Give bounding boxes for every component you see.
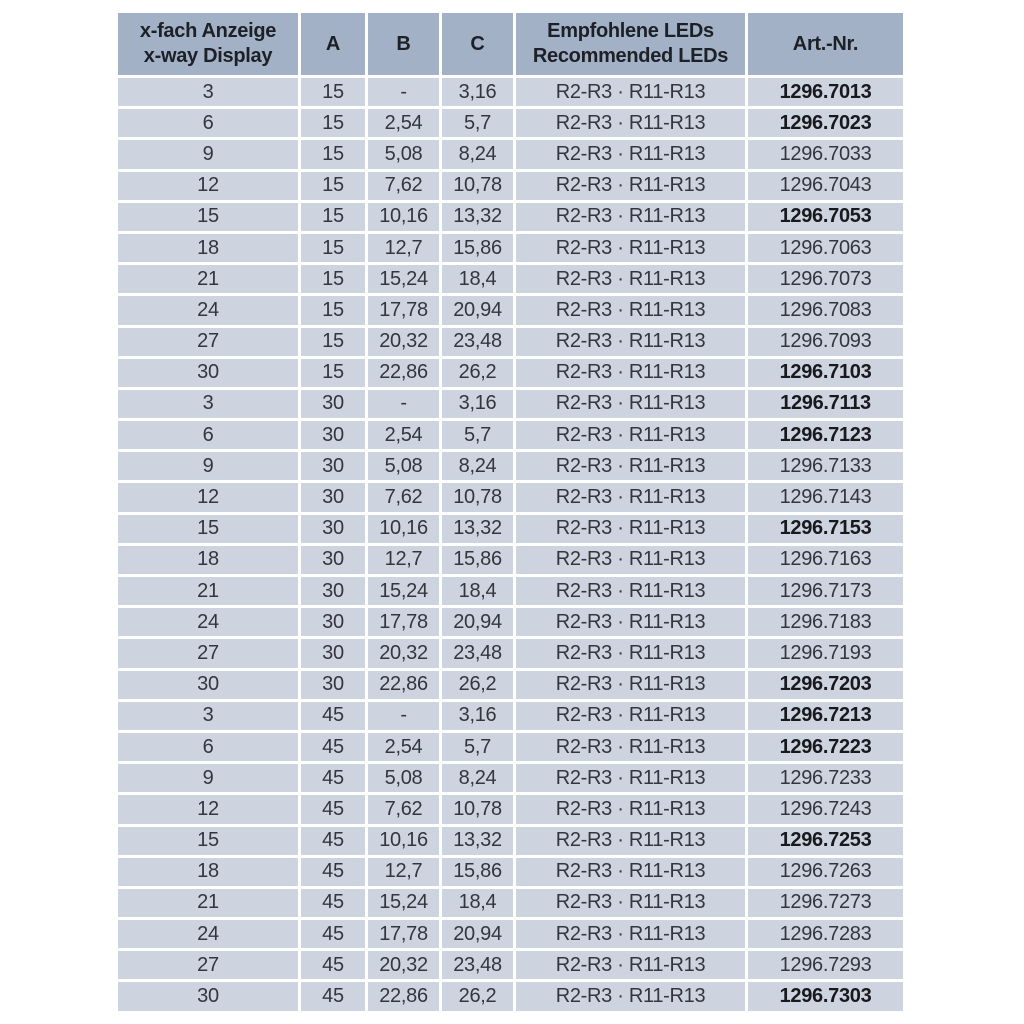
cell-b: 5,08 (368, 764, 439, 792)
cell-a: 30 (301, 577, 365, 605)
cell-art-nr: 1296.7113 (748, 390, 903, 418)
cell-recommended-leds: R2-R3 · R11-R13 (516, 390, 745, 418)
cell-x-way-display: 21 (118, 889, 298, 917)
cell-c: 8,24 (442, 764, 513, 792)
header-x-way-display-line1: x-fach Anzeige (139, 20, 277, 42)
cell-c: 10,78 (442, 795, 513, 823)
cell-art-nr: 1296.7213 (748, 702, 903, 730)
cell-recommended-leds: R2-R3 · R11-R13 (516, 421, 745, 449)
cell-art-nr: 1296.7283 (748, 920, 903, 948)
table-row (118, 296, 906, 324)
cell-b: 22,86 (368, 982, 439, 1010)
table-row (118, 764, 906, 792)
cell-art-nr: 1296.7243 (748, 795, 903, 823)
cell-a: 45 (301, 827, 365, 855)
cell-b: 17,78 (368, 296, 439, 324)
cell-c: 18,4 (442, 265, 513, 293)
table-row (118, 234, 906, 262)
table-row (118, 515, 906, 543)
cell-b: 10,16 (368, 827, 439, 855)
cell-a: 30 (301, 515, 365, 543)
cell-c: 20,94 (442, 296, 513, 324)
table-body (118, 78, 906, 1011)
cell-art-nr: 1296.7133 (748, 452, 903, 480)
cell-a: 30 (301, 452, 365, 480)
cell-recommended-leds: R2-R3 · R11-R13 (516, 234, 745, 262)
cell-b: 20,32 (368, 328, 439, 356)
table-row (118, 858, 906, 886)
cell-b: 5,08 (368, 452, 439, 480)
cell-b: - (368, 702, 439, 730)
table-row (118, 109, 906, 137)
cell-b: 20,32 (368, 951, 439, 979)
table-row (118, 889, 906, 917)
header-a: A (301, 13, 365, 75)
cell-b: 15,24 (368, 889, 439, 917)
header-x-way-display-line2: x-way Display (143, 45, 273, 67)
led-article-table (118, 13, 906, 1014)
cell-a: 45 (301, 764, 365, 792)
cell-x-way-display: 6 (118, 733, 298, 761)
cell-x-way-display: 30 (118, 982, 298, 1010)
cell-c: 3,16 (442, 390, 513, 418)
cell-a: 30 (301, 483, 365, 511)
cell-c: 5,7 (442, 733, 513, 761)
cell-a: 30 (301, 639, 365, 667)
cell-x-way-display: 18 (118, 858, 298, 886)
cell-a: 45 (301, 733, 365, 761)
cell-c: 8,24 (442, 452, 513, 480)
cell-b: 17,78 (368, 608, 439, 636)
table-row (118, 546, 906, 574)
cell-art-nr: 1296.7083 (748, 296, 903, 324)
cell-art-nr: 1296.7273 (748, 889, 903, 917)
cell-recommended-leds: R2-R3 · R11-R13 (516, 795, 745, 823)
cell-c: 10,78 (442, 483, 513, 511)
cell-c: 15,86 (442, 234, 513, 262)
table-header-row (118, 13, 906, 75)
cell-art-nr: 1296.7143 (748, 483, 903, 511)
cell-c: 20,94 (442, 608, 513, 636)
cell-recommended-leds: R2-R3 · R11-R13 (516, 827, 745, 855)
cell-c: 26,2 (442, 982, 513, 1010)
table-row (118, 390, 906, 418)
cell-a: 45 (301, 702, 365, 730)
cell-a: 15 (301, 296, 365, 324)
cell-a: 15 (301, 359, 365, 387)
table-row (118, 483, 906, 511)
cell-x-way-display: 24 (118, 920, 298, 948)
cell-x-way-display: 3 (118, 390, 298, 418)
cell-a: 15 (301, 203, 365, 231)
table-row (118, 982, 906, 1010)
cell-recommended-leds: R2-R3 · R11-R13 (516, 483, 745, 511)
table-row (118, 733, 906, 761)
table-row (118, 328, 906, 356)
table-row (118, 577, 906, 605)
table-row (118, 671, 906, 699)
cell-recommended-leds: R2-R3 · R11-R13 (516, 109, 745, 137)
cell-a: 15 (301, 140, 365, 168)
cell-art-nr: 1296.7013 (748, 78, 903, 106)
cell-c: 23,48 (442, 328, 513, 356)
cell-recommended-leds: R2-R3 · R11-R13 (516, 452, 745, 480)
cell-x-way-display: 6 (118, 421, 298, 449)
cell-b: 7,62 (368, 172, 439, 200)
table-row (118, 452, 906, 480)
cell-x-way-display: 6 (118, 109, 298, 137)
cell-art-nr: 1296.7183 (748, 608, 903, 636)
cell-recommended-leds: R2-R3 · R11-R13 (516, 328, 745, 356)
cell-c: 20,94 (442, 920, 513, 948)
cell-x-way-display: 9 (118, 140, 298, 168)
cell-recommended-leds: R2-R3 · R11-R13 (516, 203, 745, 231)
cell-art-nr: 1296.7093 (748, 328, 903, 356)
cell-x-way-display: 27 (118, 328, 298, 356)
cell-art-nr: 1296.7303 (748, 982, 903, 1010)
table-row (118, 172, 906, 200)
cell-recommended-leds: R2-R3 · R11-R13 (516, 359, 745, 387)
cell-x-way-display: 18 (118, 234, 298, 262)
cell-x-way-display: 15 (118, 827, 298, 855)
cell-art-nr: 1296.7253 (748, 827, 903, 855)
header-x-way-display (118, 13, 298, 75)
cell-art-nr: 1296.7043 (748, 172, 903, 200)
cell-art-nr: 1296.7053 (748, 203, 903, 231)
table-row (118, 78, 906, 106)
cell-c: 15,86 (442, 546, 513, 574)
cell-c: 15,86 (442, 858, 513, 886)
cell-a: 45 (301, 795, 365, 823)
cell-x-way-display: 3 (118, 702, 298, 730)
table-row (118, 140, 906, 168)
header-recommended-leds (516, 13, 745, 75)
cell-b: 15,24 (368, 577, 439, 605)
cell-x-way-display: 12 (118, 172, 298, 200)
cell-a: 30 (301, 421, 365, 449)
cell-recommended-leds: R2-R3 · R11-R13 (516, 296, 745, 324)
cell-x-way-display: 27 (118, 951, 298, 979)
table-row (118, 203, 906, 231)
cell-c: 13,32 (442, 515, 513, 543)
cell-art-nr: 1296.7033 (748, 140, 903, 168)
cell-x-way-display: 24 (118, 296, 298, 324)
cell-art-nr: 1296.7023 (748, 109, 903, 137)
cell-a: 15 (301, 234, 365, 262)
cell-art-nr: 1296.7263 (748, 858, 903, 886)
cell-b: - (368, 78, 439, 106)
cell-b: 2,54 (368, 733, 439, 761)
cell-a: 30 (301, 546, 365, 574)
cell-recommended-leds: R2-R3 · R11-R13 (516, 265, 745, 293)
cell-c: 23,48 (442, 951, 513, 979)
cell-c: 3,16 (442, 702, 513, 730)
cell-recommended-leds: R2-R3 · R11-R13 (516, 733, 745, 761)
cell-c: 18,4 (442, 577, 513, 605)
cell-recommended-leds: R2-R3 · R11-R13 (516, 889, 745, 917)
table-row (118, 827, 906, 855)
cell-recommended-leds: R2-R3 · R11-R13 (516, 140, 745, 168)
cell-recommended-leds: R2-R3 · R11-R13 (516, 920, 745, 948)
cell-b: 22,86 (368, 671, 439, 699)
cell-b: 12,7 (368, 858, 439, 886)
cell-a: 45 (301, 982, 365, 1010)
cell-x-way-display: 18 (118, 546, 298, 574)
header-c: C (442, 13, 513, 75)
cell-b: 12,7 (368, 234, 439, 262)
table-row (118, 639, 906, 667)
cell-x-way-display: 24 (118, 608, 298, 636)
table-row (118, 702, 906, 730)
cell-c: 13,32 (442, 827, 513, 855)
cell-a: 15 (301, 172, 365, 200)
cell-recommended-leds: R2-R3 · R11-R13 (516, 608, 745, 636)
cell-b: 2,54 (368, 421, 439, 449)
cell-a: 45 (301, 951, 365, 979)
cell-b: 10,16 (368, 203, 439, 231)
cell-art-nr: 1296.7233 (748, 764, 903, 792)
cell-x-way-display: 30 (118, 359, 298, 387)
table-row (118, 920, 906, 948)
cell-a: 30 (301, 608, 365, 636)
cell-b: 12,7 (368, 546, 439, 574)
cell-a: 30 (301, 671, 365, 699)
cell-x-way-display: 15 (118, 515, 298, 543)
table-row (118, 951, 906, 979)
cell-c: 23,48 (442, 639, 513, 667)
cell-art-nr: 1296.7223 (748, 733, 903, 761)
cell-b: 20,32 (368, 639, 439, 667)
cell-art-nr: 1296.7293 (748, 951, 903, 979)
header-recommended-leds-line2: Recommended LEDs (532, 45, 729, 67)
cell-b: - (368, 390, 439, 418)
cell-c: 5,7 (442, 421, 513, 449)
cell-c: 5,7 (442, 109, 513, 137)
cell-recommended-leds: R2-R3 · R11-R13 (516, 702, 745, 730)
header-b: B (368, 13, 439, 75)
cell-b: 22,86 (368, 359, 439, 387)
cell-c: 26,2 (442, 359, 513, 387)
cell-c: 13,32 (442, 203, 513, 231)
cell-recommended-leds: R2-R3 · R11-R13 (516, 577, 745, 605)
cell-b: 5,08 (368, 140, 439, 168)
table-row (118, 608, 906, 636)
cell-recommended-leds: R2-R3 · R11-R13 (516, 671, 745, 699)
cell-art-nr: 1296.7173 (748, 577, 903, 605)
cell-c: 10,78 (442, 172, 513, 200)
cell-b: 7,62 (368, 795, 439, 823)
cell-b: 7,62 (368, 483, 439, 511)
cell-recommended-leds: R2-R3 · R11-R13 (516, 172, 745, 200)
cell-recommended-leds: R2-R3 · R11-R13 (516, 546, 745, 574)
cell-a: 15 (301, 109, 365, 137)
cell-c: 26,2 (442, 671, 513, 699)
table-row (118, 421, 906, 449)
cell-a: 30 (301, 390, 365, 418)
cell-art-nr: 1296.7153 (748, 515, 903, 543)
cell-recommended-leds: R2-R3 · R11-R13 (516, 639, 745, 667)
cell-x-way-display: 21 (118, 265, 298, 293)
cell-c: 8,24 (442, 140, 513, 168)
cell-art-nr: 1296.7193 (748, 639, 903, 667)
cell-x-way-display: 9 (118, 764, 298, 792)
cell-art-nr: 1296.7063 (748, 234, 903, 262)
cell-c: 3,16 (442, 78, 513, 106)
table-row (118, 359, 906, 387)
cell-x-way-display: 15 (118, 203, 298, 231)
cell-b: 17,78 (368, 920, 439, 948)
cell-art-nr: 1296.7103 (748, 359, 903, 387)
cell-x-way-display: 27 (118, 639, 298, 667)
cell-b: 15,24 (368, 265, 439, 293)
cell-b: 2,54 (368, 109, 439, 137)
cell-a: 45 (301, 920, 365, 948)
cell-a: 15 (301, 328, 365, 356)
cell-x-way-display: 12 (118, 483, 298, 511)
cell-recommended-leds: R2-R3 · R11-R13 (516, 515, 745, 543)
cell-art-nr: 1296.7073 (748, 265, 903, 293)
cell-recommended-leds: R2-R3 · R11-R13 (516, 982, 745, 1010)
cell-recommended-leds: R2-R3 · R11-R13 (516, 78, 745, 106)
cell-a: 45 (301, 858, 365, 886)
cell-art-nr: 1296.7123 (748, 421, 903, 449)
cell-a: 15 (301, 265, 365, 293)
header-recommended-leds-line1: Empfohlene LEDs (547, 20, 714, 42)
cell-a: 15 (301, 78, 365, 106)
cell-x-way-display: 12 (118, 795, 298, 823)
cell-x-way-display: 30 (118, 671, 298, 699)
cell-a: 45 (301, 889, 365, 917)
header-art-nr: Art.-Nr. (748, 13, 903, 75)
cell-x-way-display: 9 (118, 452, 298, 480)
cell-c: 18,4 (442, 889, 513, 917)
cell-x-way-display: 3 (118, 78, 298, 106)
cell-recommended-leds: R2-R3 · R11-R13 (516, 951, 745, 979)
cell-recommended-leds: R2-R3 · R11-R13 (516, 858, 745, 886)
cell-b: 10,16 (368, 515, 439, 543)
cell-art-nr: 1296.7163 (748, 546, 903, 574)
cell-art-nr: 1296.7203 (748, 671, 903, 699)
table-row (118, 795, 906, 823)
table-row (118, 265, 906, 293)
cell-recommended-leds: R2-R3 · R11-R13 (516, 764, 745, 792)
cell-x-way-display: 21 (118, 577, 298, 605)
